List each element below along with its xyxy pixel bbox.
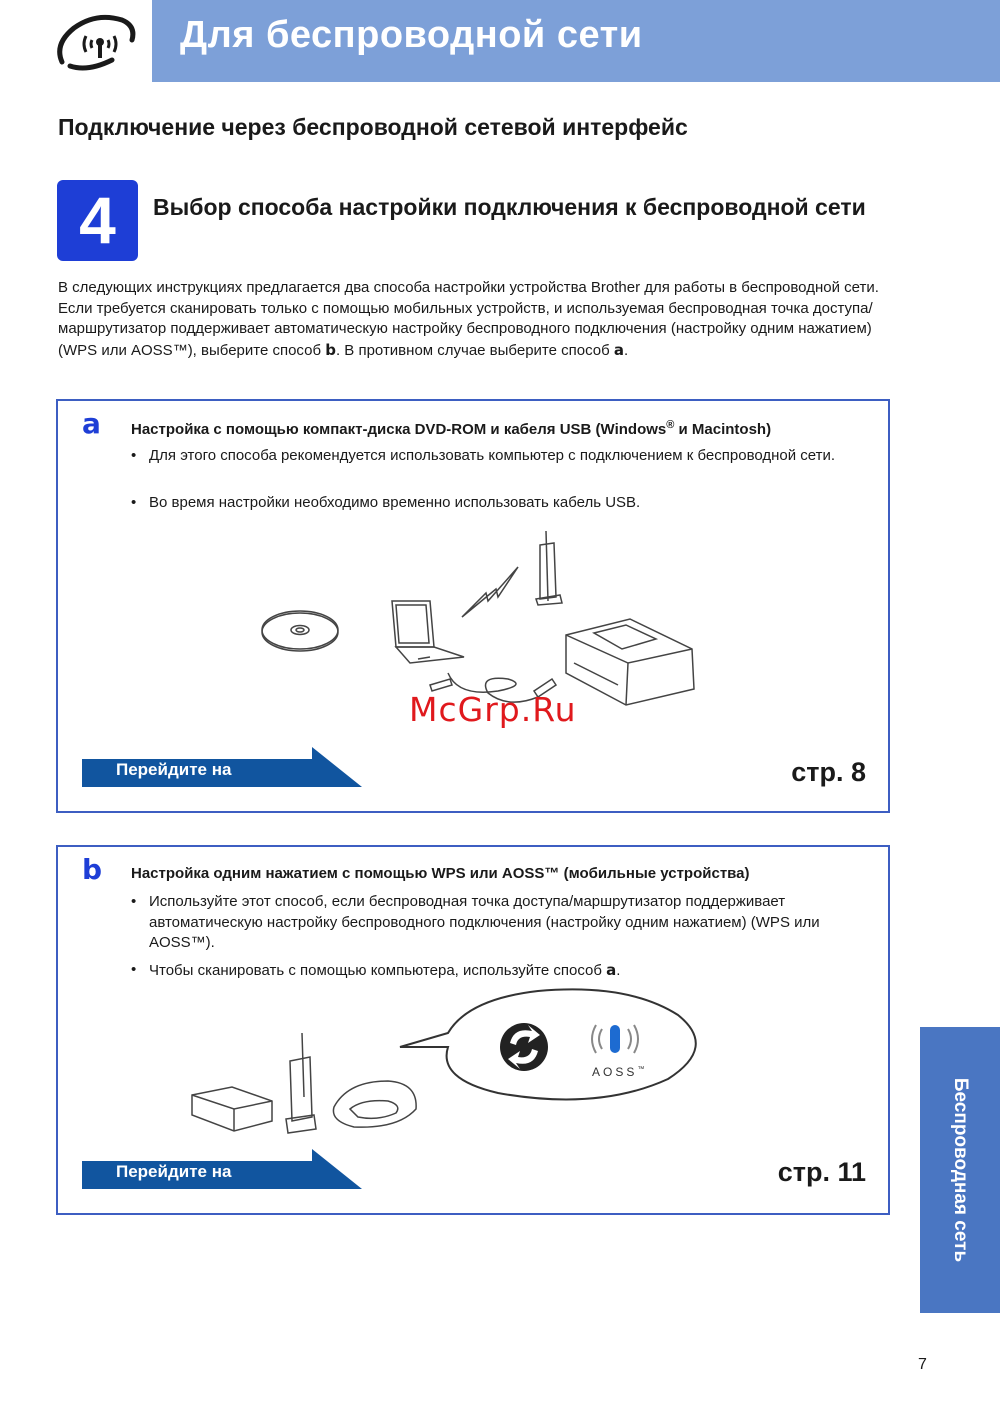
option-b-bullet-end: . bbox=[616, 962, 621, 979]
aoss-logo-icon bbox=[592, 1025, 638, 1053]
goto-label: Перейдите на bbox=[116, 1162, 232, 1181]
option-b-bullet: • Используйте этот способ, если беспроводная точка доступа/маршрутизатор поддерживает автоматическую настройку беспроводного подключения (настройку одним нажатием) (WPS или AOSS™). bbox=[131, 892, 871, 954]
option-a-title-text: Настройка с помощью компакт-диска DVD-ROM и кабеля USB (Windows bbox=[131, 421, 667, 438]
scanner-icon bbox=[566, 619, 694, 705]
watermark: McGrp.Ru bbox=[409, 690, 577, 729]
option-a-bullet: • Для этого способа рекомендуется использовать компьютер с подключением к беспроводной сети. bbox=[131, 446, 871, 467]
option-b-bold-a: a bbox=[606, 961, 617, 979]
page-ref-a[interactable]: стр. 8 bbox=[791, 757, 866, 787]
wps-logo-icon bbox=[500, 1023, 548, 1071]
option-b-box bbox=[56, 845, 890, 1215]
header-title: Для беспроводной сети bbox=[180, 14, 643, 56]
goto-arrow-b[interactable] bbox=[82, 1149, 362, 1189]
registered-mark: ® bbox=[666, 419, 675, 431]
intro-bold-a: a bbox=[613, 340, 624, 359]
intro-paragraph bbox=[58, 278, 908, 361]
option-a-title-text: и Macintosh) bbox=[674, 421, 772, 438]
goto-label: Перейдите на bbox=[116, 760, 232, 779]
page-number: 7 bbox=[918, 1356, 927, 1373]
option-a-bullet: • Во время настройки необходимо временно использовать кабель USB. bbox=[131, 493, 871, 514]
bubble-shape bbox=[400, 989, 696, 1099]
option-a-letter: a bbox=[82, 407, 101, 440]
aoss-label bbox=[592, 1065, 644, 1079]
option-a-box bbox=[56, 399, 890, 813]
header-bar bbox=[152, 0, 1000, 82]
wps-setup-illustration bbox=[58, 847, 892, 1147]
side-tab[interactable] bbox=[920, 1027, 1000, 1313]
wireless-logo-icon bbox=[52, 14, 144, 72]
dvd-disc-icon bbox=[262, 611, 338, 651]
option-b-bullet-text: Чтобы сканировать с помощью компьютера, используйте способ bbox=[149, 962, 607, 979]
intro-text: В следующих инструкциях предлагается два способа настройки устройства Brother для работы в беспроводной сети. Если требуется сканировать только с помощью мобильных устройств, и используемая беспроводная точка доступа/маршрутизатор поддерживает автоматическую настройку беспроводного подключения (настройку одним нажатием) (WPS или AOSS™), выберите способ bbox=[58, 279, 879, 359]
usb-setup-illustration bbox=[58, 401, 892, 731]
aoss-text: AOSS bbox=[592, 1065, 638, 1079]
intro-text: . bbox=[624, 341, 629, 359]
aoss-tm: ™ bbox=[637, 1066, 645, 1073]
step-title: Выбор способа настройки подключения к беспроводной сети bbox=[153, 194, 866, 220]
step-number-badge: 4 bbox=[57, 180, 138, 261]
router-dome-icon bbox=[333, 1081, 416, 1127]
access-point-icon bbox=[536, 531, 562, 605]
router-box-icon bbox=[192, 1087, 272, 1131]
section-title: Подключение через беспроводной сетевой интерфейс bbox=[58, 114, 688, 140]
intro-text: . В противном случае выберите способ bbox=[335, 341, 614, 359]
wireless-signal-icon bbox=[462, 567, 518, 617]
goto-arrow-a[interactable] bbox=[82, 747, 362, 787]
laptop-icon bbox=[392, 601, 464, 663]
page-ref-b[interactable]: стр. 11 bbox=[777, 1157, 866, 1187]
access-point-tower-icon bbox=[286, 1033, 316, 1133]
intro-bold-b: b bbox=[325, 340, 336, 359]
option-b-letter: b bbox=[82, 853, 103, 886]
option-b-title: Настройка одним нажатием с помощью WPS или AOSS™ (мобильные устройства) bbox=[131, 865, 750, 882]
side-tab-label: Беспроводная сеть bbox=[950, 1077, 971, 1263]
